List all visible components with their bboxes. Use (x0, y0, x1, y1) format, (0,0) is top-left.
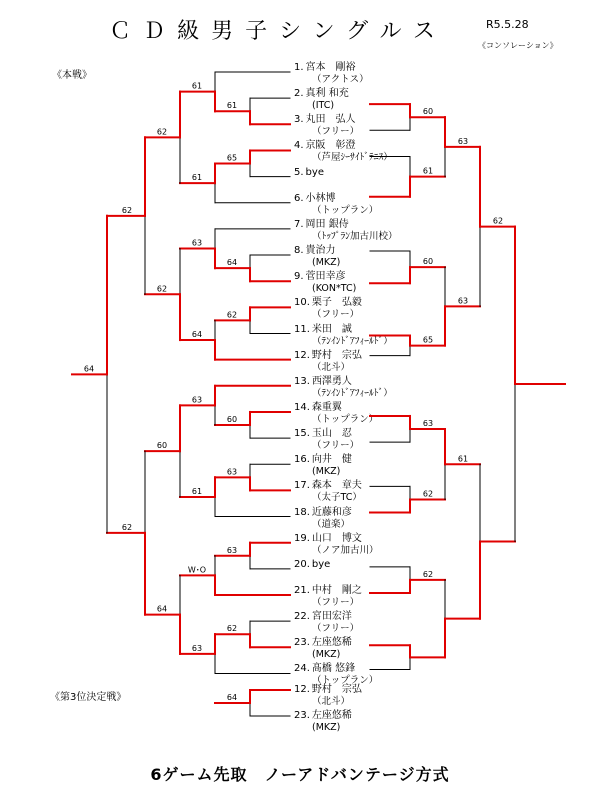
player-name: 岡田 銀侍 (305, 219, 349, 230)
player-name: 近藤和彦 (311, 507, 352, 518)
match-score: 63 (191, 395, 203, 405)
player-name: 中村 剛之 (311, 585, 362, 596)
player-number: 12. (294, 684, 310, 695)
player-club: （フリー） (312, 440, 360, 451)
player-name: 西澤勇人 (311, 376, 352, 387)
match-score: 64 (156, 604, 168, 614)
match-score: 62 (226, 310, 238, 320)
match-score: 61 (226, 101, 238, 111)
player-name: bye (311, 559, 331, 570)
match-score: 62 (121, 522, 133, 532)
player-club: （ﾃﾝｲﾝﾄﾞｱﾌｨｰﾙﾄﾞ） (312, 388, 393, 399)
match-score: 64 (191, 330, 203, 340)
match-score: W･O (187, 565, 207, 575)
player-name: 野村 宗弘 (311, 684, 362, 695)
player-number: 23. (294, 637, 310, 648)
player-name: 山口 博文 (311, 533, 362, 544)
match-score: 62 (121, 205, 133, 215)
player-name: 真利 和充 (305, 88, 349, 99)
match-score: 64 (83, 364, 95, 374)
player-name: 京阪 彰澄 (305, 140, 356, 151)
player-name: 左座悠稀 (311, 710, 352, 721)
match-score: 64 (226, 693, 238, 702)
player-club: （北斗） (312, 696, 351, 707)
match-score: 63 (457, 136, 469, 146)
match-score: 60 (156, 441, 168, 451)
player-name: 髙橋 悠鋒 (311, 663, 356, 674)
player-club: (MKZ) (312, 722, 341, 733)
player-number: 24. (294, 663, 310, 674)
match-score: 60 (226, 415, 238, 425)
player-club: （太子TC） (312, 492, 362, 503)
match-score: 61 (191, 173, 203, 183)
player-number: 17. (294, 480, 310, 491)
player-name: 貴治力 (305, 245, 336, 256)
match-score: 63 (422, 419, 434, 429)
player-club: （フリー） (312, 597, 360, 608)
player-club: （ﾄｯﾌﾟﾗﾝ加古川校） (312, 231, 398, 242)
player-number: 11. (294, 324, 310, 335)
player-club: （トップラン） (312, 675, 379, 686)
player-number: 5. (294, 167, 304, 178)
player-name: 玉山 忍 (311, 428, 352, 439)
player-club: （トップラン） (312, 414, 379, 425)
player-number: 8. (294, 245, 304, 256)
player-club: (MKZ) (312, 466, 341, 477)
player-number: 16. (294, 454, 310, 465)
player-name: 米田 誠 (311, 324, 352, 335)
match-score: 61 (191, 81, 203, 91)
match-score: 60 (422, 107, 434, 117)
player-number: 2. (294, 88, 304, 99)
player-number: 15. (294, 428, 310, 439)
match-score: 63 (191, 643, 203, 653)
player-name: 小林博 (305, 193, 336, 204)
match-score: 63 (226, 545, 238, 555)
player-number: 12. (294, 350, 310, 361)
third-place-label: 《第3位決定戦》 (50, 692, 127, 703)
player-name: 丸田 弘人 (305, 114, 356, 125)
player-name: 宮本 剛裕 (305, 62, 356, 73)
match-score: 60 (422, 257, 434, 267)
match-score: 62 (156, 284, 168, 294)
player-number: 23. (294, 710, 310, 721)
player-club: （アクトス） (312, 74, 369, 85)
main-draw-label: 《本戦》 (52, 70, 92, 81)
player-club: (MKZ) (312, 257, 341, 268)
player-club: （ノア加古川） (312, 545, 379, 556)
event-date: R5.5.28 (486, 18, 529, 31)
match-score: 63 (457, 296, 469, 306)
player-club: （道楽） (312, 519, 351, 530)
player-name: 森本 章夫 (311, 480, 362, 491)
player-club: (ITC) (312, 100, 335, 111)
match-score: 63 (191, 238, 203, 248)
player-name: 野村 宗弘 (311, 350, 362, 361)
player-club: （フリー） (312, 126, 360, 137)
player-club: （トップラン） (312, 205, 379, 216)
player-club: （芦屋ｼｰｻｲﾄﾞﾃﾆｽ） (312, 152, 393, 163)
match-score: 62 (422, 569, 434, 579)
player-club: （ﾃﾝｲﾝﾄﾞｱﾌｨｰﾙﾄﾞ） (312, 336, 393, 347)
player-number: 20. (294, 559, 310, 570)
player-name: 菅田幸彦 (305, 271, 346, 282)
player-number: 21. (294, 585, 310, 596)
player-number: 22. (294, 611, 310, 622)
match-score: 61 (191, 486, 203, 496)
player-number: 13. (294, 376, 310, 387)
player-club: （フリー） (312, 309, 360, 320)
match-score: 62 (226, 624, 238, 634)
player-number: 6. (294, 193, 304, 204)
player-number: 7. (294, 219, 304, 230)
player-number: 1. (294, 62, 304, 73)
player-club: (MKZ) (312, 649, 341, 660)
player-number: 19. (294, 533, 310, 544)
consolation-note: 《コンソレーション》 (478, 41, 558, 50)
player-club: （北斗） (312, 362, 351, 373)
player-name: 栗子 弘毅 (311, 297, 362, 308)
page-title: ＣＤ級男子シングルス (109, 19, 447, 44)
match-score: 64 (226, 258, 238, 268)
match-score: 61 (422, 166, 434, 176)
player-name: 森重翼 (311, 402, 342, 413)
player-number: 18. (294, 507, 310, 518)
player-number: 14. (294, 402, 310, 413)
match-score: 63 (226, 467, 238, 477)
player-name: bye (305, 167, 324, 178)
match-score: 65 (422, 335, 434, 345)
player-number: 3. (294, 114, 304, 125)
match-score: 65 (226, 153, 238, 163)
player-number: 9. (294, 271, 304, 282)
player-number: 10. (294, 297, 310, 308)
player-name: 左座悠稀 (311, 637, 352, 648)
match-score: 62 (156, 127, 168, 137)
player-club: （フリー） (312, 623, 360, 634)
player-club: (KON*TC) (312, 283, 357, 294)
match-score: 61 (457, 454, 469, 464)
player-name: 宮田宏洋 (311, 611, 352, 622)
match-score: 62 (492, 216, 504, 226)
format-note: 6ゲーム先取 ノーアドバンテージ方式 (150, 765, 450, 784)
match-score: 62 (422, 489, 434, 499)
player-name: 向井 健 (311, 454, 352, 465)
player-number: 4. (294, 140, 304, 151)
